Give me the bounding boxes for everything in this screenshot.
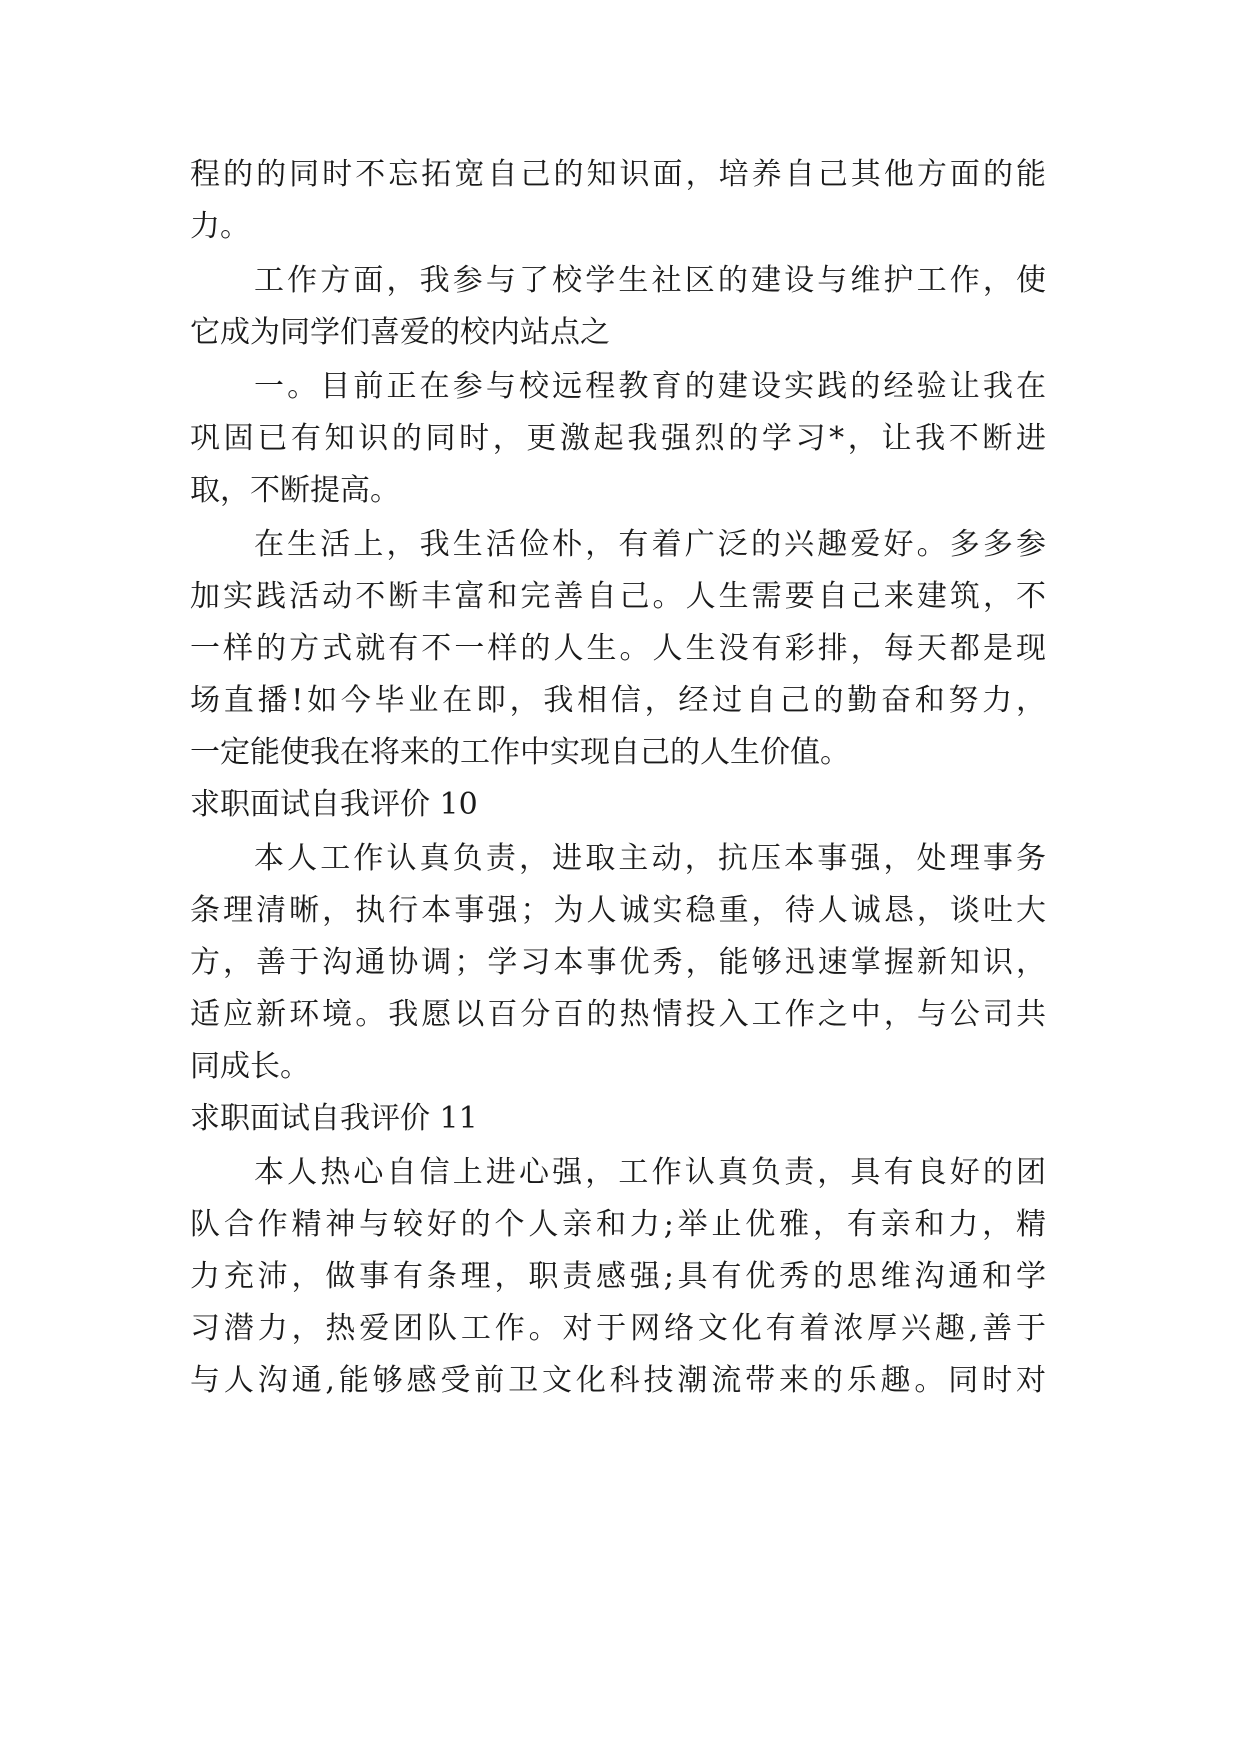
text-line: 一样的方式就有不一样的人生。人生没有彩排，每天都是现	[190, 631, 1046, 666]
section-heading: 求职面试自我评价 10	[190, 787, 478, 822]
text-line: 本人工作认真负责，进取主动，抗压本事强，处理事务	[254, 841, 1046, 876]
text-line: 加实践活动不断丰富和完善自己。人生需要自己来建筑，不	[190, 579, 1046, 614]
text-line: 适应新环境。我愿以百分百的热情投入工作之中，与公司共	[190, 997, 1046, 1032]
text-line: 队合作精神与较好的个人亲和力;举止优雅，有亲和力，精	[190, 1207, 1046, 1242]
text-line: 一定能使我在将来的工作中实现自己的人生价值。	[190, 735, 850, 770]
text-line: 方，善于沟通协调；学习本事优秀，能够迅速掌握新知识，	[190, 945, 1046, 980]
text-line: 工作方面，我参与了校学生社区的建设与维护工作，使	[254, 263, 1046, 298]
text-line: 巩固已有知识的同时，更激起我强烈的学习*，让我不断进	[190, 421, 1046, 456]
text-line: 在生活上，我生活俭朴，有着广泛的兴趣爱好。多多参	[254, 527, 1046, 562]
text-line: 取，不断提高。	[190, 473, 400, 508]
text-line: 场直播!如今毕业在即，我相信，经过自己的勤奋和努力，	[190, 683, 1046, 718]
text-line: 一。目前正在参与校远程教育的建设实践的经验让我在	[254, 369, 1046, 404]
text-line: 本人热心自信上进心强，工作认真负责，具有良好的团	[254, 1155, 1046, 1190]
text-line: 习潜力，热爱团队工作。对于网络文化有着浓厚兴趣,善于	[190, 1311, 1046, 1346]
section-heading: 求职面试自我评价 11	[190, 1101, 478, 1136]
text-line: 程的的同时不忘拓宽自己的知识面，培养自己其他方面的能	[190, 157, 1046, 192]
text-line: 同成长。	[190, 1049, 310, 1084]
text-line: 力充沛，做事有条理，职责感强;具有优秀的思维沟通和学	[190, 1259, 1046, 1294]
text-line: 条理清晰，执行本事强；为人诚实稳重，待人诚恳，谈吐大	[190, 893, 1046, 928]
text-line: 与人沟通,能够感受前卫文化科技潮流带来的乐趣。同时对	[190, 1363, 1046, 1398]
text-line: 它成为同学们喜爱的校内站点之	[190, 315, 610, 350]
text-line: 力。	[190, 209, 250, 244]
